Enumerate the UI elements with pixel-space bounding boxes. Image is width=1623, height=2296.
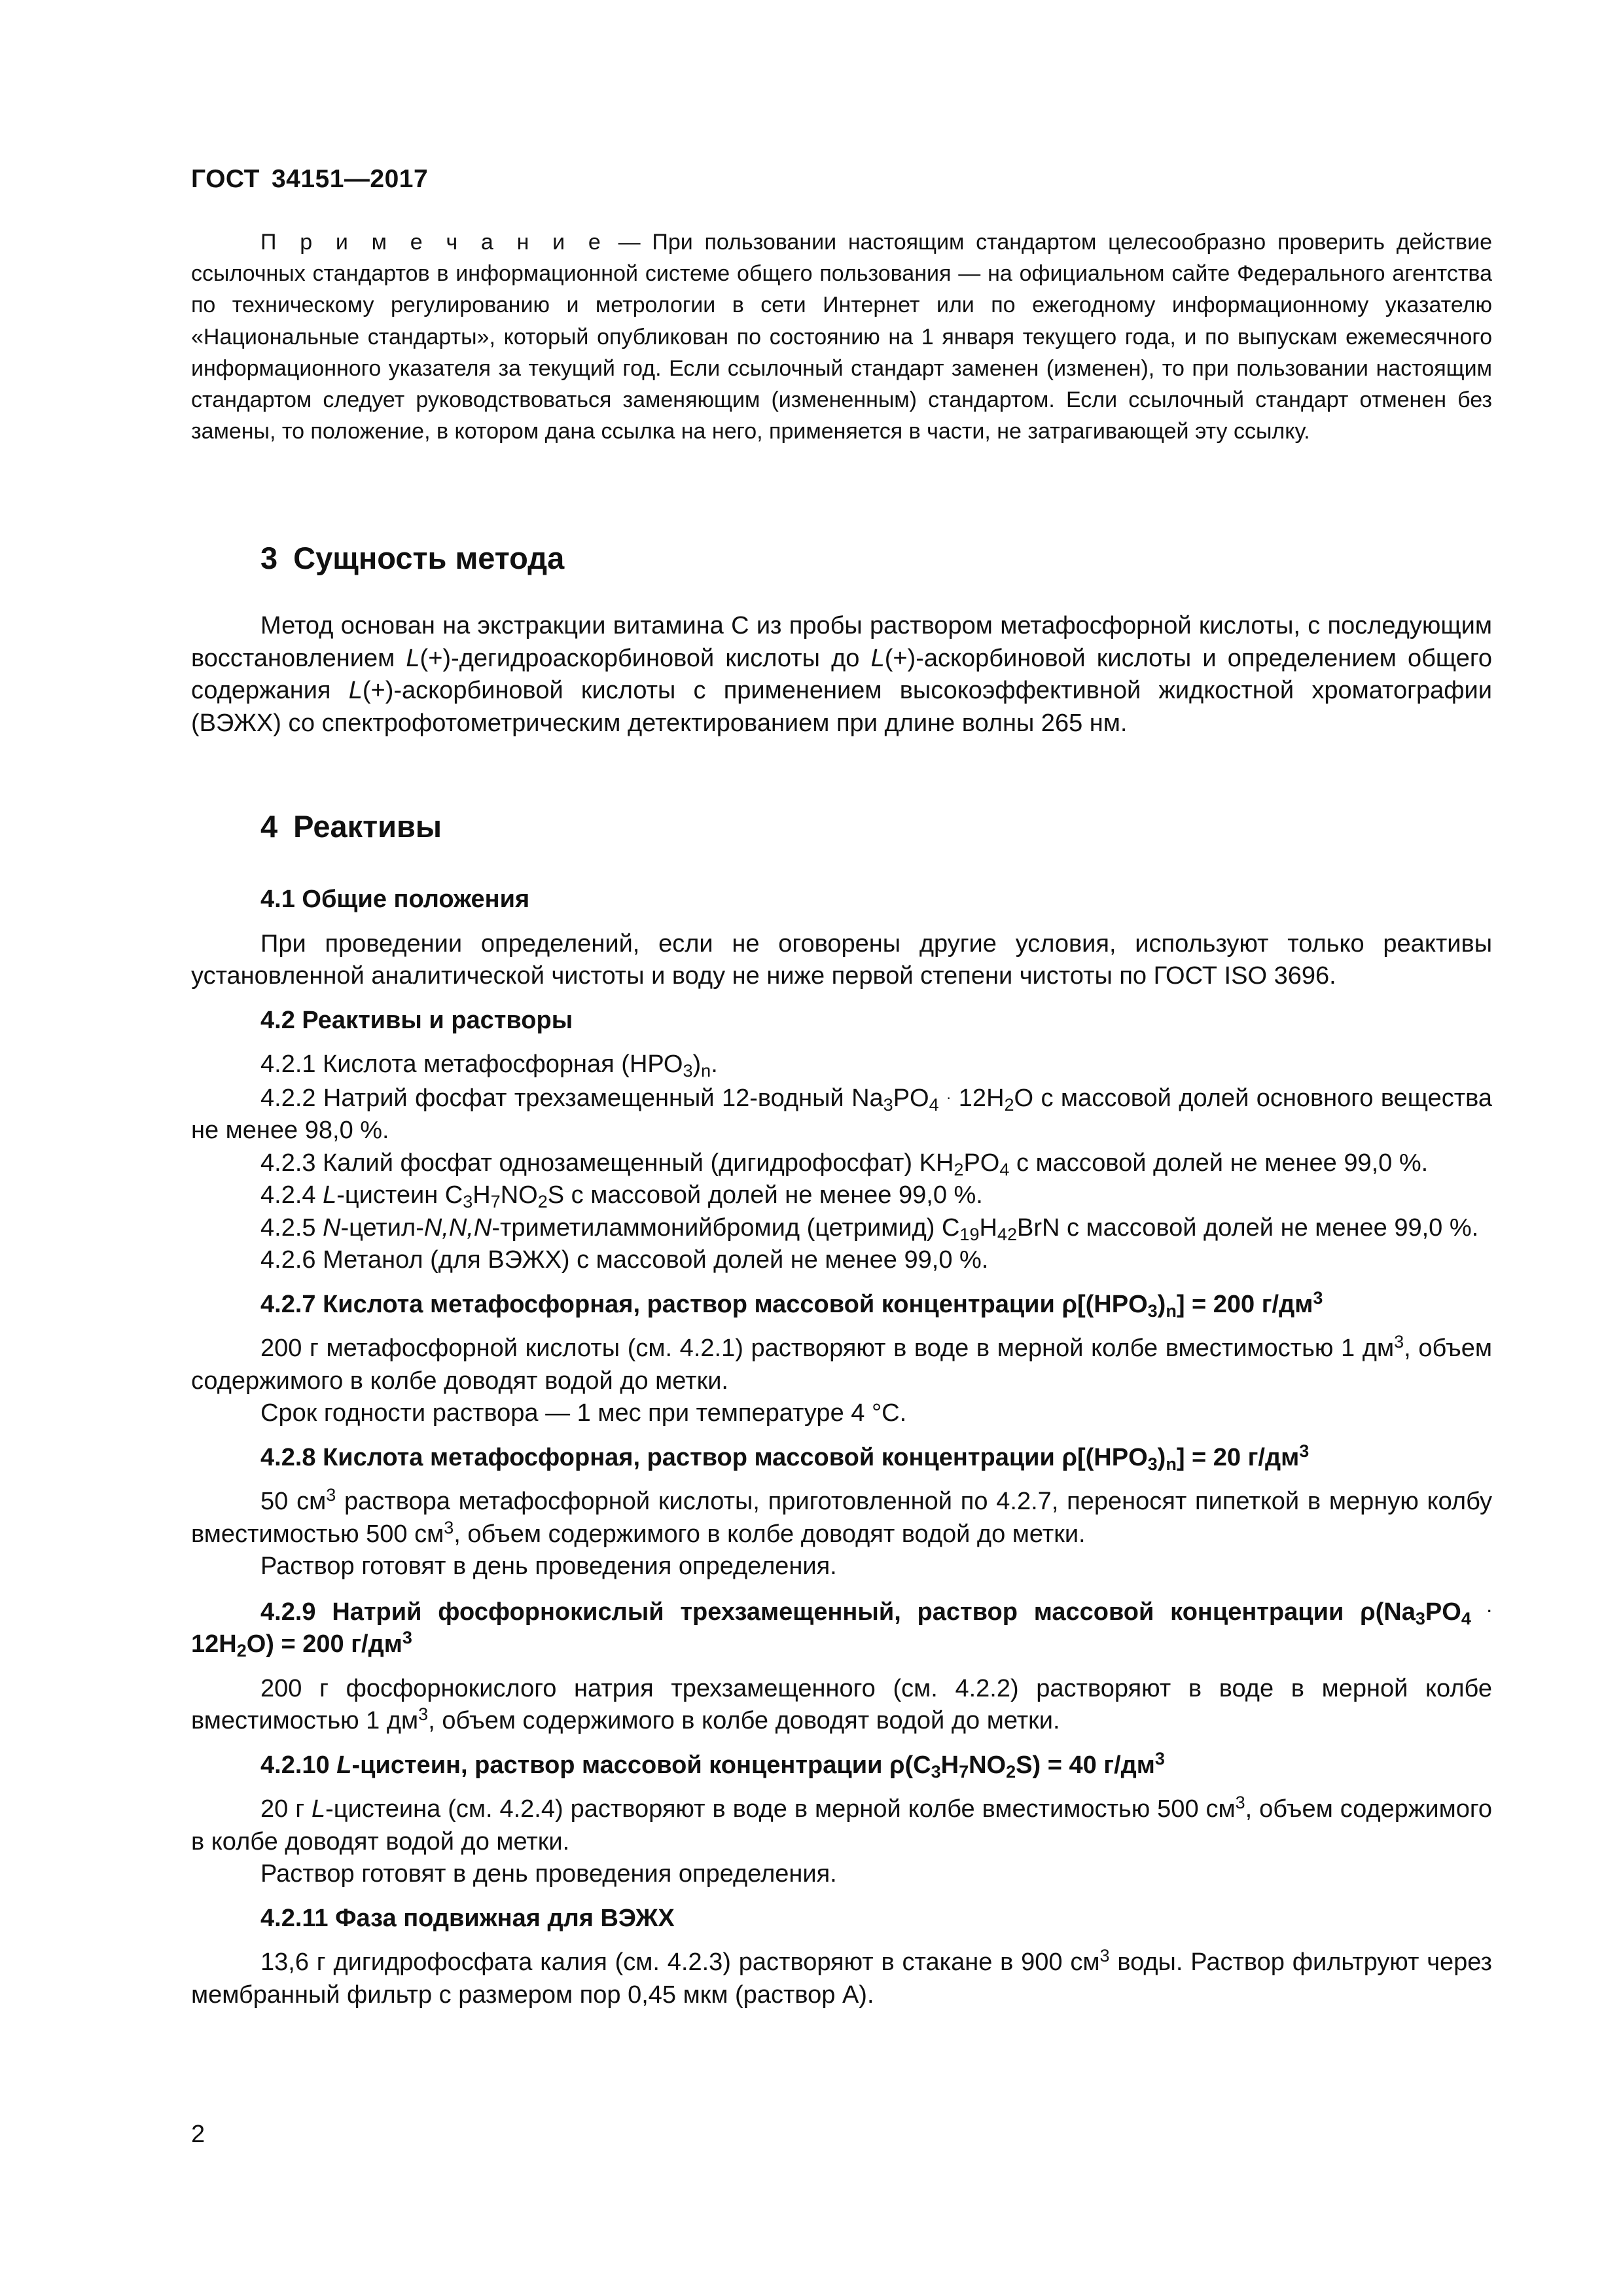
note-label: П р и м е ч а н и е [260, 230, 607, 255]
section-3-paragraph: Метод основан на экстракции витамина С из пробы раствором метафосфорной кислоты, с последующим восстановлением L(+)-дегидроаскорбиновой кислоты до L(+)-аскорбиновой кислоты и определением общего содержания L(+)-аскорбиновой кислоты с применением высокоэффективной жидкостной хроматографии (ВЭЖХ) со спектрофотометрическим детектированием при длине волны 265 нм. [191, 612, 1492, 737]
item-4-2-8-text: 50 $см^3$ раствора метафосфорной кислоты, приготовленной по 4.2.7, переносят пипеткой в мерную колбу вместимостью 500 $см^3$, объем содержимого в колбе доводят водой до метки. [191, 1485, 1493, 1548]
item-4-2-11-text: 13,6 г дигидрофосфата калия (см. 4.2.3) растворяют в стакане в 900 $см^3$ воды. Раствор фильтруют через мембранный фильтр с размером пор 0,45 мкм (раствор А). [191, 1946, 1492, 2009]
item-4-2-9-title: 4.2.9 Натрий фосфорнокислый трехзамещенный, раствор массовой концентрации $\rho(Na_3PO_4 \cdot 12H_2O) = 200$ $г/дм^3$ [191, 1598, 1492, 1660]
item-4-2-10-text: 20 г L-цистеина (см. 4.2.4) растворяют в воде в мерной колбе вместимостью 500 $см^3$, объем содержимого в колбе доводят водой до метки. [191, 1793, 1492, 1856]
item-4-2-8-note: Раствор готовят в день проведения определения. [260, 1552, 837, 1580]
item-4-2-10-title: 4.2.10 L-цистеин, раствор массовой концентрации $\rho(C_3H_7NO_2S) = 40$ $г/дм^3$ [260, 1748, 1165, 1782]
item-4-2-7-title: 4.2.7 Кислота метафосфорная, раствор массовой концентрации $\rho[(HPO_3)_n] = 200$ $г/дм^3$ [260, 1287, 1323, 1321]
section-4-title: 4 Реактивы [260, 809, 442, 844]
item-4-2-5: 4.2.5 N-цетил-N,N,N-триметиламмонийбромид (цетримид) $C_{19}H_{42}BrN$ с массовой долей не менее 99,0 %. [260, 1213, 1479, 1244]
subsection-4-1-text: При проведении определений, если не оговорены другие условия, используют только реактивы установленной аналитической чистоты и воду не ниже первой степени чистоты по ГОСТ ISO 3696. [191, 929, 1492, 990]
standard-number: 34151—2017 [271, 165, 429, 193]
item-4-2-4: 4.2.4 L-цистеин $C_3H_7NO_2S$ с массовой долей не менее 99,0 %. [260, 1181, 983, 1211]
item-4-2-9-text: 200 г фосфорнокислого натрия трехзамещенного (см. 4.2.2) растворяют в воде в мерной колбе вместимостью 1 $дм^3$, объем содержимого в колбе доводят водой до метки. [191, 1674, 1492, 1734]
document-header [191, 165, 428, 194]
item-4-2-2: 4.2.2 Натрий фосфат трехзамещенный 12-водный $Na_3PO_4 \cdot 12H_2O$ с массовой долей основного вещества не менее 98,0 %. [191, 1084, 1492, 1144]
section-3-title: 3 Сущность метода [260, 541, 565, 575]
item-4-2-7-shelf-life: Срок годности раствора — 1 мес при температуре 4 °С. [260, 1399, 907, 1427]
item-4-2-8-title: 4.2.8 Кислота метафосфорная, раствор массовой концентрации $\rho[(HPO_3)_n] = 20$ $г/дм^3$ [260, 1441, 1310, 1474]
item-4-2-6: 4.2.6 Метанол (для ВЭЖХ) с массовой долей не менее 99,0 %. [260, 1246, 989, 1274]
item-4-2-11-title: 4.2.11 Фаза подвижная для ВЭЖХ [260, 1904, 675, 1932]
note-text: — При пользовании настоящим стандартом целесообразно проверить действие ссылочных стандартов в информационной системе общего пользования — на официальном сайте Федерального агентства по техническому регулированию и метрологии в сети Интернет или по ежегодному информационному указателю «Национальные стандарты», который опубликован по состоянию на 1 января текущего года, и по выпускам ежемесячного информационного указателя за текущий год. Если ссылочный стандарт заменен (изменен), то при пользовании настоящим стандартом следует руководствоваться заменяющим (измененным) стандартом. Если ссылочный стандарт отменен без замены, то положение, в котором дана ссылка на него, применяется в части, не затрагивающей эту ссылку. [191, 230, 1492, 444]
subsection-4-2-title: 4.2 Реактивы и растворы [260, 1006, 573, 1034]
reference-note [191, 226, 1492, 447]
subsection-4-1-title: 4.1 Общие положения [260, 886, 530, 913]
item-4-2-3: 4.2.3 Калий фосфат однозамещенный (дигидрофосфат) $KH_2PO_4$ с массовой долей не менее 99,0 %. [260, 1149, 1429, 1179]
section-3-body [191, 610, 1492, 740]
page-number: 2 [191, 2121, 205, 2148]
section-4-body [191, 884, 1492, 2011]
standard-label: ГОСТ [191, 165, 260, 193]
item-4-2-1: 4.2.1 Кислота метафосфорная $(НРО_3)_n$. [260, 1050, 718, 1081]
item-4-2-7-text: 200 г метафосфорной кислоты (см. 4.2.1) растворяют в воде в мерной колбе вместимостью 1 $дм^3$, объем содержимого в колбе доводят водой до метки. [191, 1332, 1492, 1395]
item-4-2-10-note: Раствор готовят в день проведения определения. [260, 1860, 837, 1888]
